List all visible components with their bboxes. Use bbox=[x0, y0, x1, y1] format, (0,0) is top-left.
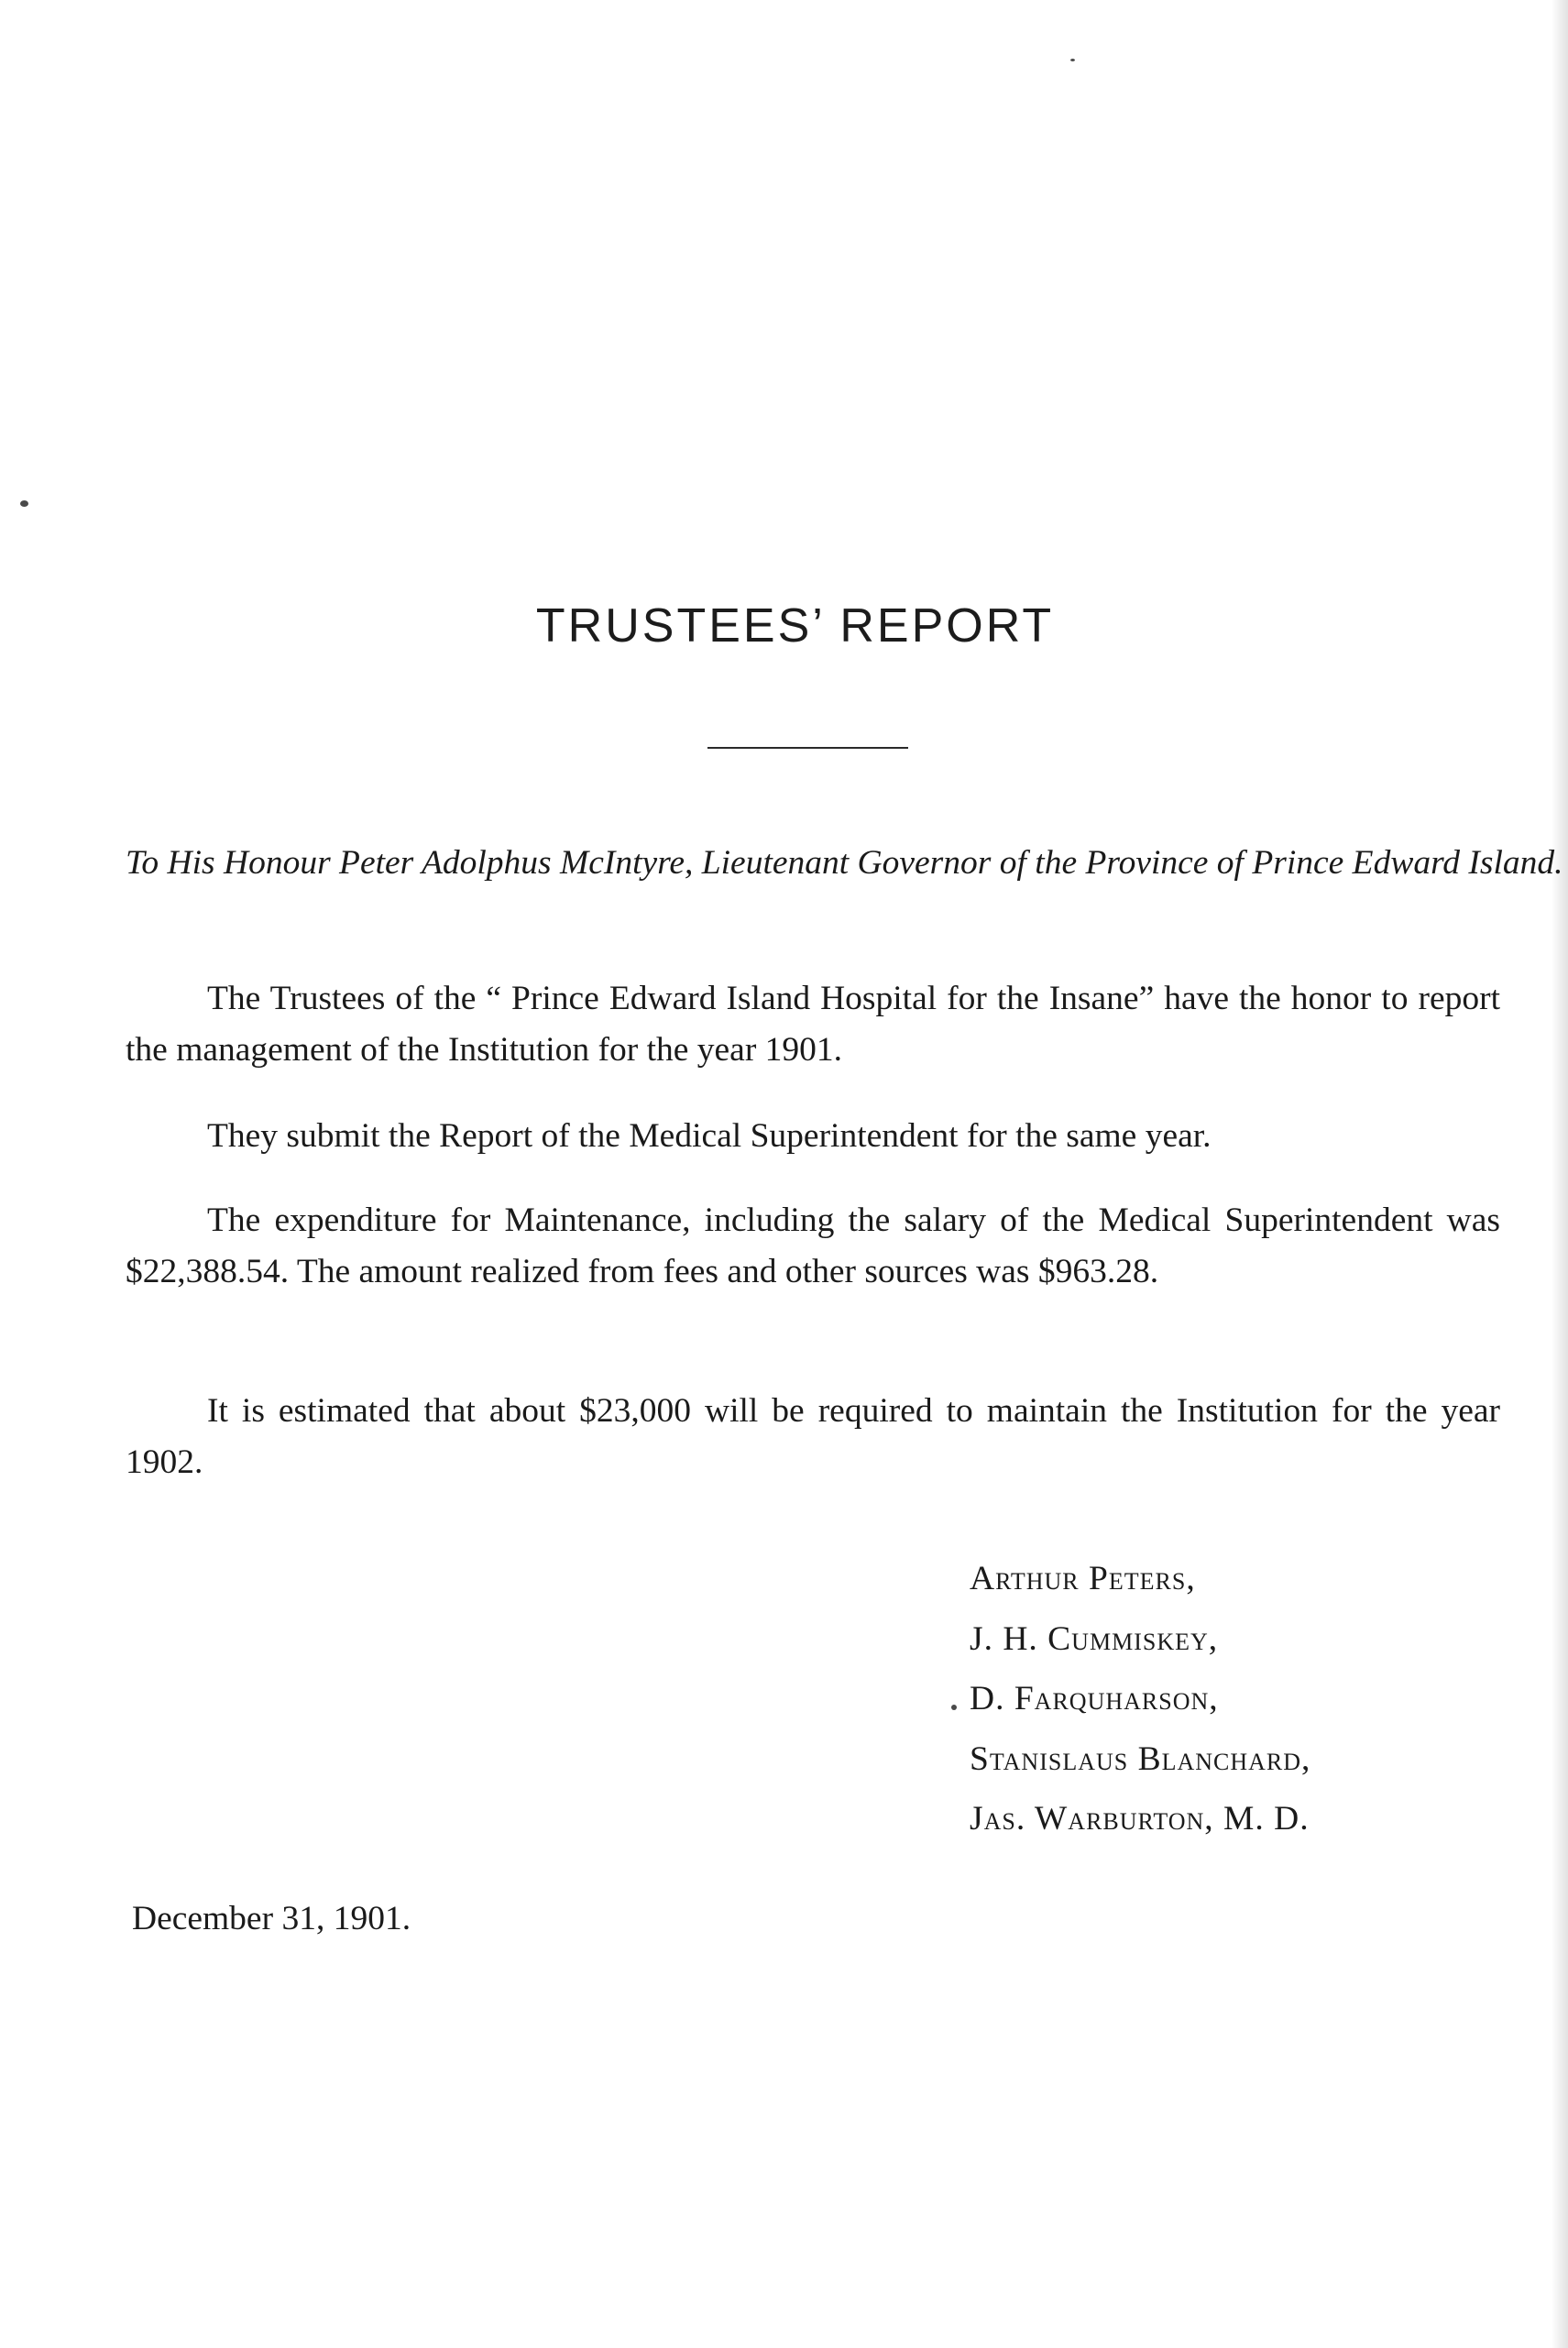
scan-speck bbox=[951, 1705, 957, 1710]
paragraph-management: The Trustees of the “ Prince Edward Island Hospital for the Insane” have the honor to report the management of the Institution for the year 1901. bbox=[126, 980, 1500, 1069]
signatory-list bbox=[970, 1559, 1310, 1860]
scan-speck bbox=[20, 500, 28, 507]
signatory-name: D. Farquharson, bbox=[970, 1680, 1219, 1717]
title-divider bbox=[707, 747, 908, 749]
report-title: TRUSTEES’ REPORT bbox=[535, 599, 1055, 653]
salutation-address: To His Honour Peter Adolphus McIntyre, Lieutenant Governor of the Province of Prince Edward Island. bbox=[126, 844, 1563, 882]
paragraph-superintendent-report: They submit the Report of the Medical Superintendent for the same year. bbox=[207, 1117, 1212, 1155]
scan-speck bbox=[1070, 59, 1075, 61]
report-date: December 31, 1901. bbox=[132, 1900, 411, 1937]
signatory-name: Arthur Peters, bbox=[970, 1560, 1196, 1597]
signatory-name: Stanislaus Blanchard, bbox=[970, 1739, 1311, 1778]
page-edge-shadow bbox=[1552, 0, 1568, 2348]
signatory-name: J. H. Cummiskey, bbox=[970, 1619, 1219, 1658]
signatory-name: Jas. Warburton, M. D. bbox=[970, 1800, 1310, 1838]
paragraph-expenditure: The expenditure for Maintenance, including the salary of the Medical Superintendent was $22,388.54. The amount realized from fees and other sources was $963.28. bbox=[126, 1201, 1500, 1290]
paragraph-estimate: It is estimated that about $23,000 will be required to maintain the Institution for the year 1902. bbox=[126, 1392, 1500, 1481]
